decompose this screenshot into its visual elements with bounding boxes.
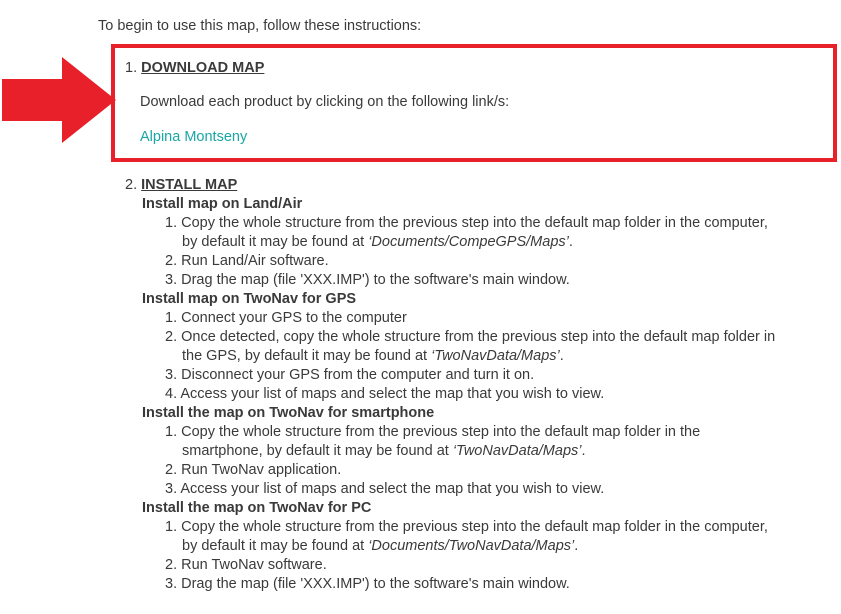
- list-item: [165, 518, 768, 537]
- item-text: Copy the whole structure from the previous step into the default map folder in the: [181, 424, 701, 440]
- list-item: [165, 328, 775, 347]
- item-text: Access your list of maps and select the map that you wish to view.: [180, 481, 605, 497]
- step2-number: 2.: [125, 177, 138, 193]
- red-arrow-icon: [0, 55, 118, 145]
- folder-path: ‘TwoNavData/Maps’: [431, 348, 560, 364]
- item-text: Run TwoNav application.: [181, 462, 342, 478]
- step1-number: 1.: [125, 60, 138, 76]
- land-air-title: Install map on Land/Air: [142, 196, 303, 212]
- item-text: by default it may be found at: [182, 538, 369, 554]
- install-map-title: INSTALL MAP: [141, 177, 238, 193]
- item-text: .: [568, 234, 573, 250]
- item-text: Disconnect your GPS from the computer and turn it on.: [181, 367, 535, 383]
- list-item: [165, 556, 327, 575]
- item-number: 2.: [165, 557, 178, 573]
- list-item-continuation: [182, 347, 564, 366]
- item-text: Copy the whole structure from the previous step into the default map folder in the computer,: [181, 519, 768, 535]
- list-item: [165, 214, 768, 233]
- item-number: 3.: [165, 576, 178, 592]
- item-number: 2.: [165, 462, 178, 478]
- item-text: Run Land/Air software.: [181, 253, 329, 269]
- twonav-smartphone-title: Install the map on TwoNav for smartphone: [142, 405, 435, 421]
- item-number: 1.: [165, 519, 178, 535]
- list-item: [165, 480, 604, 499]
- list-item: [165, 309, 407, 328]
- list-item-continuation: [182, 233, 573, 252]
- twonav-pc-title: Install the map on TwoNav for PC: [142, 500, 372, 516]
- item-number: 3.: [165, 272, 178, 288]
- item-number: 1.: [165, 310, 178, 326]
- download-description: Download each product by clicking on the following link/s:: [140, 94, 510, 110]
- download-map-title: DOWNLOAD MAP: [141, 60, 265, 76]
- item-number: 3.: [165, 481, 178, 497]
- item-text: the GPS, by default it may be found at: [182, 348, 432, 364]
- item-number: 4.: [165, 386, 178, 402]
- item-text: Run TwoNav software.: [181, 557, 327, 573]
- item-number: 2.: [165, 329, 178, 345]
- list-item: [165, 252, 329, 271]
- item-text: .: [574, 538, 579, 554]
- folder-path: ‘Documents/TwoNavData/Maps’: [368, 538, 575, 554]
- item-number: 1.: [165, 215, 178, 231]
- intro-text: To begin to use this map, follow these instructions:: [98, 18, 422, 34]
- item-text: Copy the whole structure from the previous step into the default map folder in the computer,: [181, 215, 768, 231]
- item-text: Once detected, copy the whole structure from the previous step into the default map folder in: [181, 329, 776, 345]
- item-text: Drag the map (file 'XXX.IMP') to the software's main window.: [181, 576, 570, 592]
- item-text: Access your list of maps and select the map that you wish to view.: [180, 386, 605, 402]
- list-item: [165, 385, 604, 404]
- list-item-continuation: [182, 537, 578, 556]
- list-item: [165, 575, 570, 594]
- list-item: [165, 423, 700, 442]
- folder-path: ‘TwoNavData/Maps’: [452, 443, 582, 459]
- item-number: 2.: [165, 253, 178, 269]
- product-link-alpina-montseny[interactable]: Alpina Montseny: [140, 129, 248, 145]
- list-item: [165, 271, 570, 290]
- item-text: .: [559, 348, 564, 364]
- list-item: [165, 461, 341, 480]
- item-text: .: [581, 443, 586, 459]
- twonav-gps-title: Install map on TwoNav for GPS: [142, 291, 357, 307]
- list-item: [165, 366, 534, 385]
- folder-path: ‘Documents/CompeGPS/Maps’: [368, 234, 569, 250]
- item-text: smartphone, by default it may be found at: [182, 443, 453, 459]
- step1-heading: [125, 58, 264, 78]
- item-text: Drag the map (file 'XXX.IMP') to the software's main window.: [181, 272, 570, 288]
- step2-heading: [125, 176, 237, 195]
- list-item-continuation: [182, 442, 586, 461]
- item-text: Connect your GPS to the computer: [181, 310, 407, 326]
- item-number: 1.: [165, 424, 178, 440]
- item-number: 3.: [165, 367, 178, 383]
- item-text: by default it may be found at: [182, 234, 369, 250]
